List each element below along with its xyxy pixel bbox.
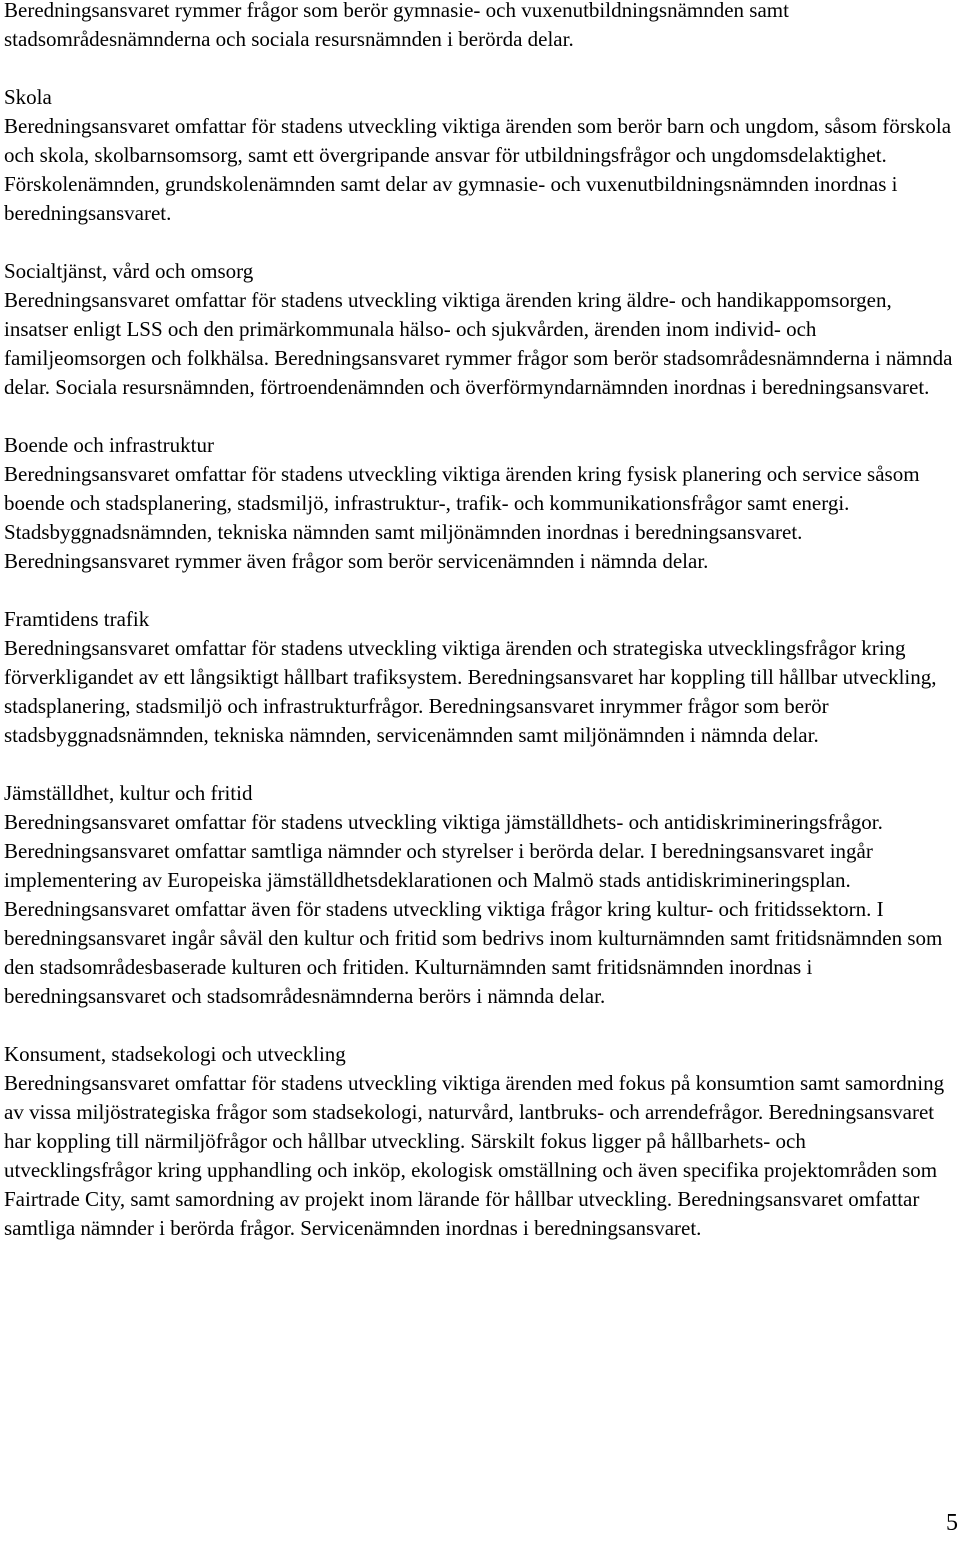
section-body: Beredningsansvaret omfattar för stadens utveckling viktiga ärenden och strategiska utvecklingsfrågor kring förverkligandet av ett långsiktigt hållbart trafiksystem. Beredningsansvaret har koppling till hållbar utveckling, stadsplanering, stadsmiljö och infrastrukturfrågor. Beredningsansvaret inrymmer frågor som berör stadsbyggnadsnämnden, tekniska nämnden, servicenämnden samt miljönämnden i nämnda delar. xyxy=(4,636,937,747)
document-body xyxy=(4,0,959,1243)
section-socialtjanst xyxy=(4,257,959,402)
section-heading: Jämställdhet, kultur och fritid xyxy=(4,781,253,805)
section-framtidens-trafik xyxy=(4,605,959,750)
section-body: Beredningsansvaret omfattar för stadens utveckling viktiga ärenden som berör barn och ungdom, såsom förskola och skola, skolbarnsomsorg, samt ett övergripande ansvar för utbildningsfrågor och ungdomsdelaktighet. Förskolenämnden, grundskolenämnden samt delar av gymnasie- och vuxenutbildningsnämnden inordnas i beredningsansvaret. xyxy=(4,114,952,225)
intro-paragraph: Beredningsansvaret rymmer frågor som berör gymnasie- och vuxenutbildningsnämnden samt stadsområdesnämnderna och sociala resursnämnden i berörda delar. xyxy=(4,0,789,51)
section-jamstalldhet xyxy=(4,779,959,1011)
section-heading: Socialtjänst, vård och omsorg xyxy=(4,259,254,283)
section-skola xyxy=(4,83,959,228)
section-boende xyxy=(4,431,959,576)
section-heading: Skola xyxy=(4,85,52,109)
section-heading: Framtidens trafik xyxy=(4,607,150,631)
section-heading: Boende och infrastruktur xyxy=(4,433,214,457)
section-konsument xyxy=(4,1040,959,1243)
section-body: Beredningsansvaret omfattar för stadens utveckling viktiga ärenden med fokus på konsumtion samt samordning av vissa miljöstrategiska frågor som stadsekologi, naturvård, lantbruks- och arrendefrågor. Beredningsansvaret har koppling till närmiljöfrågor och hållbar utveckling. Särskilt fokus ligger på hållbarhets- och utvecklingsfrågor kring upphandling och inköp, ekologisk omställning och även specifika projektområden som Fairtrade City, samt samordning av projekt inom lärande för hållbar utveckling. Beredningsansvaret omfattar samtliga nämnder i berörda frågor. Servicenämnden inordnas i beredningsansvaret. xyxy=(4,1071,945,1240)
section-body: Beredningsansvaret omfattar för stadens utveckling viktiga ärenden kring äldre- och handikappomsorgen, insatser enligt LSS och den primärkommunala hälso- och sjukvården, ärenden inom individ- och familjeomsorgen och folkhälsa. Beredningsansvaret rymmer frågor som berör stadsområdesnämnderna i nämnda delar. Sociala resursnämnden, förtroendenämnden och överförmyndarnämnden inordnas i beredningsansvaret. xyxy=(4,288,953,399)
section-heading: Konsument, stadsekologi och utveckling xyxy=(4,1042,346,1066)
page-number: 5 xyxy=(946,1510,958,1536)
section-body: Beredningsansvaret omfattar för stadens utveckling viktiga ärenden kring fysisk planering och service såsom boende och stadsplanering, stadsmiljö, infrastruktur-, trafik- och kommunikationsfrågor samt energi. Stadsbyggnadsnämnden, tekniska nämnden samt miljönämnden inordnas i beredningsansvaret. Beredningsansvaret rymmer även frågor som berör servicenämnden i nämnda delar. xyxy=(4,462,920,573)
section-body: Beredningsansvaret omfattar för stadens utveckling viktiga jämställdhets- och antidiskrimineringsfrågor. Beredningsansvaret omfattar samtliga nämnder och styrelser i berörda delar. I beredningsansvaret ingår implementering av Europeiska jämställdhetsdeklarationen och Malmö stads antidiskrimineringsplan. Beredningsansvaret omfattar även för stadens utveckling viktiga frågor kring kultur- och fritidssektorn. I beredningsansvaret ingår såväl den kultur och fritid som bedrivs inom kulturnämnden samt fritidsnämnden som den stadsområdesbaserade kulturen och fritiden. Kulturnämnden samt fritidsnämnden inordnas i beredningsansvaret och stadsområdesnämnderna berörs i nämnda delar. xyxy=(4,810,943,1008)
